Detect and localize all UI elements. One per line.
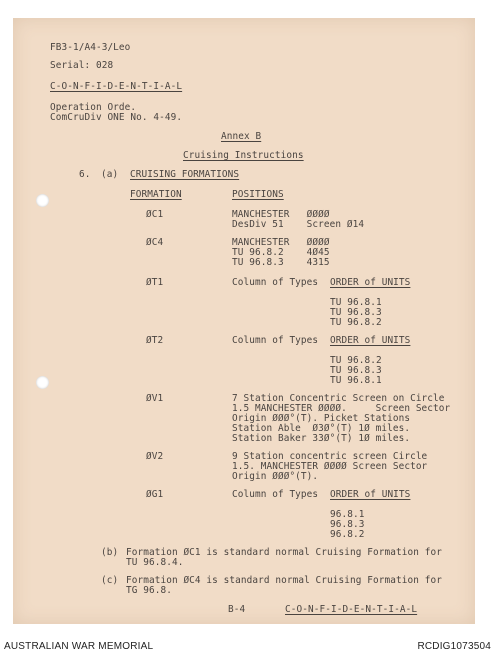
section-heading: CRUISING FORMATIONS xyxy=(130,169,240,180)
note-label: (c) xyxy=(101,575,119,586)
formation-name: ØC4 xyxy=(146,237,164,248)
annex-title: Annex B xyxy=(221,131,262,142)
unit-entry: TU 96.8.2 xyxy=(330,355,382,366)
classification-header: C-O-N-F-I-D-E-N-T-I-A-L xyxy=(50,81,183,92)
formation-position: Origin ØØØ°(T). Picket Stations xyxy=(232,413,411,424)
note-label: (b) xyxy=(101,547,119,558)
column-header-formation: FORMATION xyxy=(130,189,182,200)
note-text: Formation ØC4 is standard normal Cruising Formation for xyxy=(126,575,442,586)
archive-footer xyxy=(0,628,495,666)
unit-entry: TU 96.8.1 xyxy=(330,297,382,308)
formation-position: 1.5 MANCHESTER ØØØØ. Screen Sector xyxy=(232,403,451,414)
punch-hole xyxy=(36,194,49,207)
subsection-a-label: (a) xyxy=(101,169,119,180)
formation-position: MANCHESTER ØØØØ xyxy=(232,209,330,220)
note-text: TG 96.8. xyxy=(126,585,172,596)
section-number: 6. xyxy=(79,169,91,180)
formation-position: TU 96.8.2 4Ø45 xyxy=(232,247,330,258)
formation-position: TU 96.8.3 4315 xyxy=(232,257,330,268)
unit-entry: TU 96.8.2 xyxy=(330,317,382,328)
annex-subtitle: Cruising Instructions xyxy=(183,150,304,161)
note-text: Formation ØC1 is standard normal Cruising Formation for xyxy=(126,547,442,558)
formation-name: ØV2 xyxy=(146,451,164,462)
punch-hole xyxy=(36,376,49,389)
formation-position: 1.5. MANCHESTER ØØØØ Screen Sector xyxy=(232,461,428,472)
classification-footer: C-O-N-F-I-D-E-N-T-I-A-L xyxy=(285,604,418,615)
formation-name: ØV1 xyxy=(146,393,164,404)
formation-position: Column of Types xyxy=(232,277,319,288)
unit-entry: 96.8.2 xyxy=(330,529,365,540)
unit-entry: 96.8.3 xyxy=(330,519,365,530)
unit-entry: TU 96.8.3 xyxy=(330,365,382,376)
order-of-units-heading: ORDER of UNITS xyxy=(330,277,411,288)
unit-entry: TU 96.8.3 xyxy=(330,307,382,318)
formation-position: Station Baker 33Ø°(T) 1Ø miles. xyxy=(232,433,411,444)
order-of-units-heading: ORDER of UNITS xyxy=(330,335,411,346)
formation-name: ØT1 xyxy=(146,277,164,288)
order-number: ComCruDiv ONE No. 4-49. xyxy=(50,112,183,123)
archive-institution: AUSTRALIAN WAR MEMORIAL xyxy=(4,641,154,652)
unit-entry: 96.8.1 xyxy=(330,509,365,520)
file-reference: FB3-1/A4-3/Leo xyxy=(50,42,131,53)
formation-position: 7 Station Concentric Screen on Circle xyxy=(232,393,445,404)
formation-position: Column of Types xyxy=(232,489,319,500)
order-title: Operation Orde. xyxy=(50,102,137,113)
archive-reference: RCDIG1073504 xyxy=(417,641,491,652)
formation-position: MANCHESTER ØØØØ xyxy=(232,237,330,248)
formation-position: 9 Station concentric screen Circle xyxy=(232,451,428,462)
formation-position: Origin ØØØ°(T). xyxy=(232,471,319,482)
formation-position: DesDiv 51 Screen Ø14 xyxy=(232,219,365,230)
serial-number: Serial: 028 xyxy=(50,60,114,71)
formation-name: ØC1 xyxy=(146,209,164,220)
unit-entry: TU 96.8.1 xyxy=(330,375,382,386)
formation-position: Station Able Ø3Ø°(T) 1Ø miles. xyxy=(232,423,411,434)
formation-name: ØT2 xyxy=(146,335,164,346)
column-header-positions: POSITIONS xyxy=(232,189,284,200)
formation-name: ØG1 xyxy=(146,489,164,500)
formation-position: Column of Types xyxy=(232,335,319,346)
page-number: B-4 xyxy=(228,604,246,615)
note-text: TU 96.8.4. xyxy=(126,557,184,568)
order-of-units-heading: ORDER of UNITS xyxy=(330,489,411,500)
